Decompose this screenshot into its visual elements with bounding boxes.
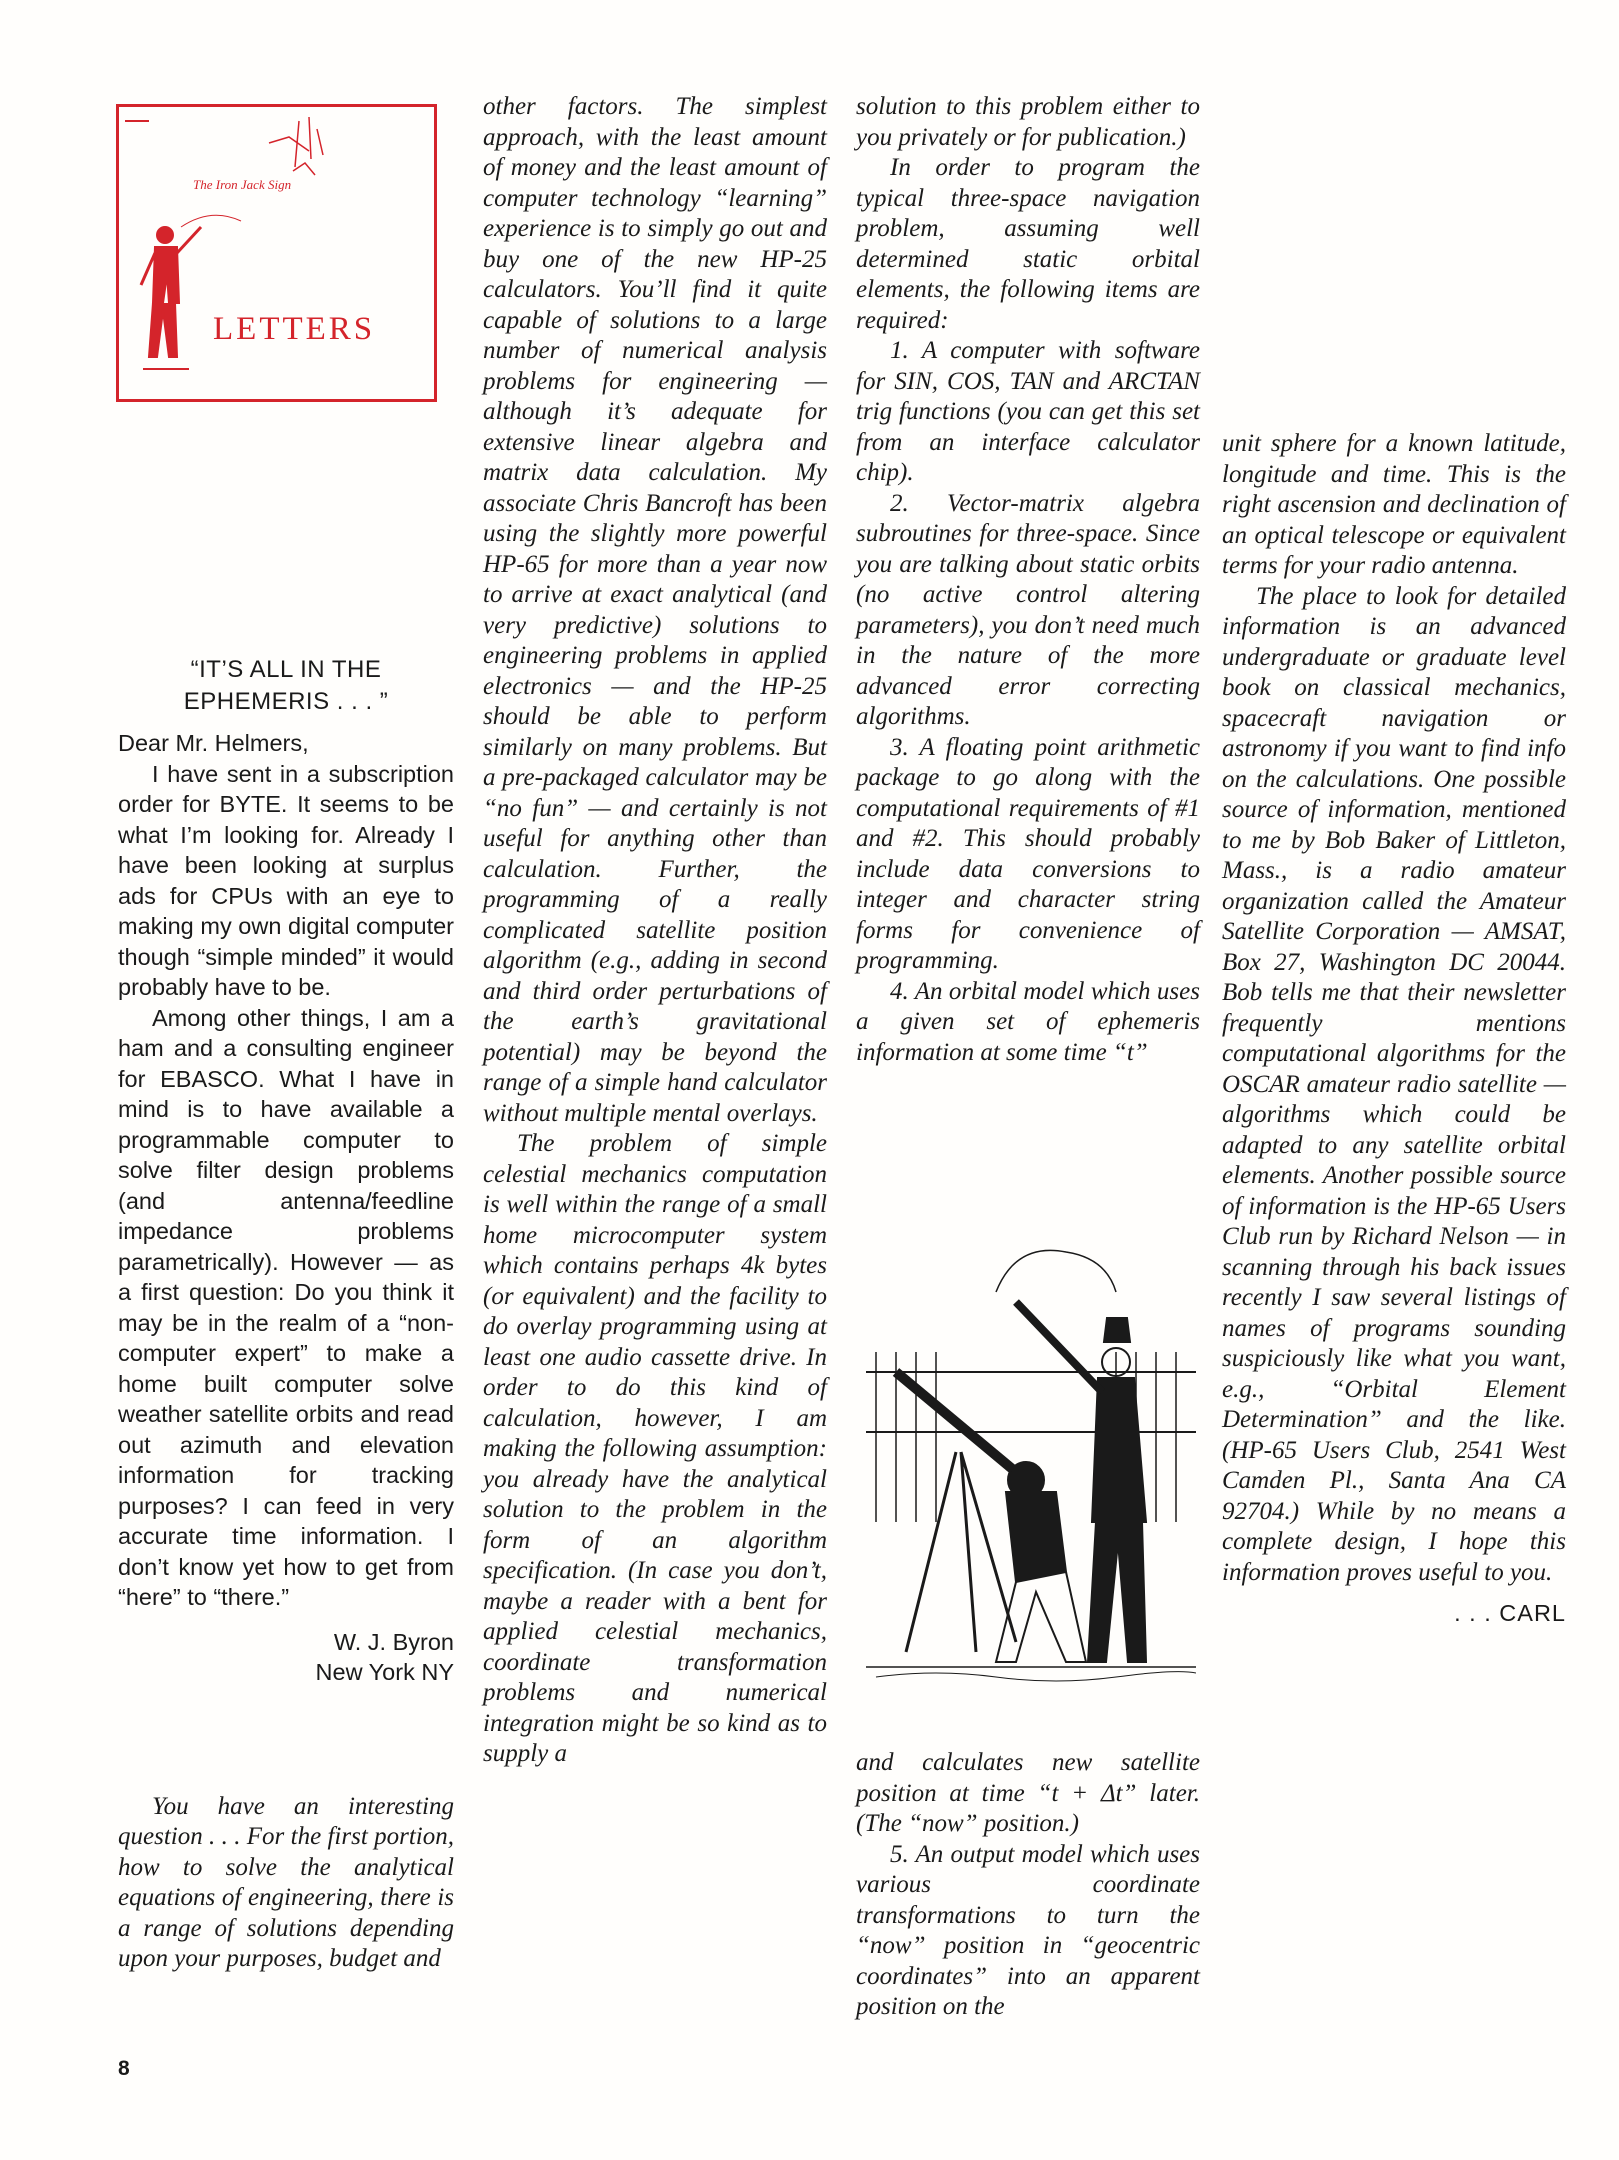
letter-salutation: Dear Mr. Helmers,	[118, 730, 309, 756]
letter-paragraph: I have sent in a subscription order for BYTE. It seems to be what I’m looking for. Already I have been looking at surplus ads for CPUs with an eye to making my own digital computer though “simple minded” it would probably have to be.	[118, 760, 454, 1000]
reply-closing: . . . CARL	[1454, 1600, 1566, 1626]
letters-logo	[116, 104, 437, 402]
list-item: 3. A floating point arithmetic package to go along with the computational requirements of #1 and #2. This should probably include data conversions to integer and character string forms for convenience of programming.	[856, 733, 1200, 974]
letter-signature	[118, 1627, 454, 1688]
letters-logo-artwork	[119, 107, 434, 399]
svg-text:The Iron Jack Sign: The Iron Jack Sign	[193, 177, 292, 192]
reply-paragraph: and calculates new satellite position at time “t + Δt” later. (The “now” position.)	[856, 1749, 1200, 1837]
reply-paragraph: You have an interesting question . . . For the first portion, how to solve the analytical equations of engineering, there is a range of solutions depending upon your purposes, budget and	[118, 1792, 454, 1972]
page-number: 8	[118, 2057, 130, 2080]
column-4	[1222, 429, 1566, 1629]
list-item: 2. Vector-matrix algebra subroutines for three-space. Since you are talking about static orbits (no active control altering parameters), you don’t need much in the nature of the more advanced error correcting algorithms.	[856, 489, 1200, 730]
reply-paragraph: other factors. The simplest approach, with the least amount of money and the least amount of computer technology “learning” experience is to simply go out and buy one of the new HP-25 calculators. You’ll find it quite capable of solutions to a large number of numerical analysis problems for engineering — although it’s adequate for extensive linear algebra and matrix data calculation. My associate Chris Bancroft has been using the slightly more powerful HP-65 for more than a year now to arrive at exact analytical (and very predictive) solutions to engineering problems in applied electronics — and the HP-25 should be able to perform similarly on many problems. But a pre-packaged calculator may be “no fun” — and certainly is not useful for anything other than calculation. Further, the programming of a really complicated satellite position algorithm (e.g., adding in second and third order perturbations of the earth’s gravitational potential) may be beyond the range of a simple hand calculator without multiple mental overlays.	[483, 93, 827, 1127]
column-1	[118, 654, 454, 1975]
reply-paragraph: unit sphere for a known latitude, longitude and time. This is the right ascension and declination of an optical telescope or equivalent terms for your radio antenna.	[1222, 430, 1566, 579]
list-item: 4. An orbital model which uses a given set of ephemeris information at some time “t”	[856, 977, 1200, 1066]
column-3-top	[856, 92, 1200, 1068]
list-item: 5. An output model which uses various coordinate transformations to turn the “now” position in “geocentric coordinates” into an apparent position on the	[856, 1840, 1200, 2020]
reply-paragraph: solution to this problem either to you privately or for publication.)	[856, 93, 1200, 151]
letters-title: LETTERS	[213, 311, 376, 347]
signature-place: New York NY	[315, 1659, 454, 1685]
reply-paragraph: The problem of simple celestial mechanics computation is well within the range of a small home microcomputer system which contains perhaps 4k bytes (or equivalent) and the facility to do overlay programming using at least one audio cassette drive. In order to do this kind of calculation, however, I am making the following assumption: you already have the analytical solution to the problem in the form of an algorithm specification. (In case you don’t, maybe a reader with a bent for applied celestial mechanics, coordinate transformation problems and numerical integration might be so kind as to supply a	[483, 1130, 827, 1767]
column-3-bottom	[856, 1748, 1200, 2023]
signature-name: W. J. Byron	[333, 1628, 454, 1655]
letter-headline: “IT’S ALL IN THE EPHEMERIS . . . ”	[183, 656, 389, 715]
column-2	[483, 92, 827, 1770]
reply-paragraph: In order to program the typical three-space navigation problem, assuming well determined static orbital elements, the following items are required:	[856, 154, 1200, 334]
astronomers-engraving	[866, 1222, 1196, 1692]
list-item: 1. A computer with software for SIN, COS, TAN and ARCTAN trig functions (you can get this set from an interface calculator chip).	[856, 337, 1200, 486]
telescope-illustration	[866, 1222, 1196, 1692]
reply-paragraph: The place to look for detailed information is an advanced undergraduate or graduate level book on classical mechanics, spacecraft navigation or astronomy if you want to find info on the calculations. One possible source of information, mentioned to me by Bob Baker of Littleton, Mass., is a radio amateur organization called the Amateur Satellite Corporation — AMSAT, Box 27, Washington DC 20044. Bob tells me that their newsletter frequently mentions computational algorithms for the OSCAR amateur radio satellite — algorithms which could be adapted to any satellite orbital elements. Another possible source of information is the HP-65 Users Club run by Richard Nelson — in scanning through his back issues recently I saw several listings of names of programs sounding suspiciously like what you want, e.g., “Orbital Element Determination” and the like. (HP-65 Users Club, 2541 West Camden Pl., Santa Ana CA 92704.) While by no means a complete design, I hope this information proves useful to you.	[1222, 582, 1566, 1586]
letter-paragraph: Among other things, I am a ham and a consulting engineer for EBASCO. What I have in mind is to have available a programmable computer to solve filter design problems (and antenna/feedline impedance problems parametrically). However — as a first question: Do you think it may be in the realm of a “non-computer expert” to make a home built computer solve weather satellite orbits and read out azimuth and elevation information for tracking purposes? I can feed in very accurate time information. I don’t know yet how to get from “here” to “there.”	[118, 1004, 454, 1610]
